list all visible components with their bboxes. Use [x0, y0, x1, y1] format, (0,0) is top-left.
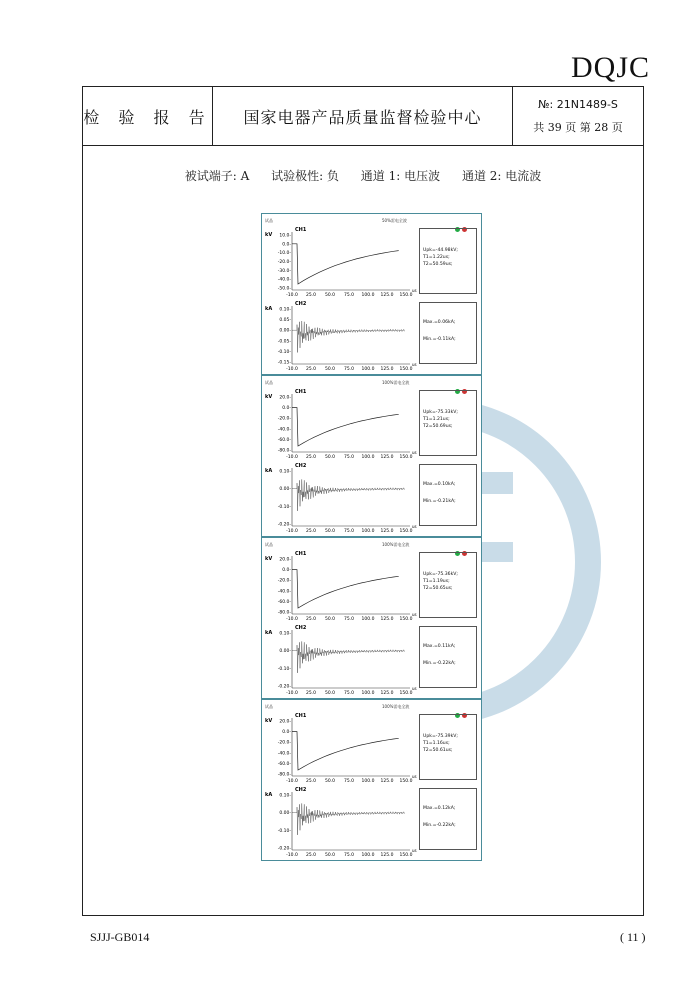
channel2-tag: CH2: [295, 787, 307, 793]
current-measurement-line: Max.=0.12kA;: [423, 806, 456, 811]
report-header: [83, 87, 643, 146]
sample-tag: 试品: [265, 218, 273, 223]
voltage-time-tick: 75.0: [343, 617, 355, 622]
voltage-time-tick: 150.0: [399, 779, 413, 784]
voltage-measurements: [419, 390, 477, 456]
waveform-caption: 100%雷电全波: [382, 704, 410, 709]
channel2-tag: CH2: [295, 463, 307, 469]
oscillogram-2: [261, 375, 482, 537]
oscillogram-3: [261, 537, 482, 699]
terminal-label: 被试端子: A: [184, 169, 250, 183]
current-time-tick: 50.0: [324, 691, 336, 696]
voltage-time-unit: us: [412, 288, 417, 293]
current-measurement-line: Min.=-0.22kA;: [423, 823, 456, 828]
current-time-tick: 75.0: [343, 853, 355, 858]
current-measurements: [419, 626, 477, 688]
current-time-tick: 75.0: [343, 529, 355, 534]
voltage-tick-label: -20.0-: [277, 260, 291, 265]
voltage-unit: kV: [265, 718, 273, 724]
channel2-tag: CH2: [295, 301, 307, 307]
current-time-tick: 100.0: [361, 367, 375, 372]
voltage-time-tick: 50.0: [324, 455, 336, 460]
voltage-measurement-line: Upk=-75.36kV;: [423, 572, 458, 577]
current-measurement-line: Min.=-0.11kA;: [423, 337, 456, 342]
sample-tag: 试品: [265, 704, 273, 709]
voltage-tick-label: 20.0-: [279, 557, 291, 563]
current-time-tick: 125.0: [380, 853, 394, 858]
voltage-time-tick: -10.0: [286, 779, 298, 784]
voltage-tick-label: -80.0-: [277, 772, 291, 778]
voltage-time-tick: 50.0: [324, 293, 336, 298]
channel2-tag: CH2: [295, 625, 307, 631]
brand-mark: DQJC: [570, 51, 650, 84]
voltage-trace: [292, 570, 399, 608]
current-time-tick: 150.0: [399, 691, 413, 696]
current-time-tick: 150.0: [399, 367, 413, 372]
current-time-tick: 125.0: [380, 367, 394, 372]
voltage-tick-label: -80.0-: [277, 610, 291, 616]
voltage-time-tick: 125.0: [380, 455, 394, 460]
voltage-time-tick: -10.0: [286, 455, 298, 460]
voltage-time-tick: 25.0: [305, 293, 317, 298]
current-tick-label: -0.15-: [277, 360, 291, 366]
voltage-measurements: [419, 552, 477, 618]
voltage-time-unit: us: [412, 612, 417, 617]
waveform-caption: 100%雷电全波: [382, 380, 410, 385]
current-tick-label: 0.10-: [279, 631, 291, 637]
voltage-tick-label: -80.0-: [277, 448, 291, 454]
current-time-tick: 150.0: [399, 853, 413, 858]
voltage-time-tick: 25.0: [305, 779, 317, 784]
current-time-tick: 100.0: [361, 529, 375, 534]
current-time-tick: 25.0: [305, 853, 317, 858]
current-tick-label: -0.20-: [277, 522, 291, 528]
voltage-time-tick: 25.0: [305, 455, 317, 460]
current-tick-label: 0.00-: [279, 328, 291, 334]
current-time-tick: 50.0: [324, 529, 336, 534]
current-time-tick: -10.0: [286, 367, 298, 372]
current-unit: kA: [265, 792, 273, 798]
current-tick-label: 0.00-: [279, 811, 291, 817]
voltage-time-tick: 75.0: [343, 779, 355, 784]
current-measurements: [419, 302, 477, 364]
voltage-tick-label: -60.0-: [277, 761, 291, 767]
page-count: 共 39 页 第 28 页: [533, 121, 623, 134]
voltage-time-tick: 100.0: [361, 617, 375, 622]
channel1-tag: CH1: [295, 551, 307, 557]
sample-tag: 试品: [265, 380, 273, 385]
voltage-time-tick: -10.0: [286, 293, 298, 298]
channel1-tag: CH1: [295, 389, 307, 395]
current-time-tick: 25.0: [305, 691, 317, 696]
voltage-time-tick: 100.0: [361, 779, 375, 784]
current-trace: [292, 641, 404, 673]
current-time-unit: us: [412, 362, 417, 367]
voltage-tick-label: -20.0-: [277, 416, 291, 422]
voltage-time-tick: 150.0: [399, 455, 413, 460]
current-tick-label: -0.10-: [277, 504, 291, 510]
current-measurement-line: Max.=0.10kA;: [423, 482, 456, 487]
voltage-tick-label: -60.0-: [277, 599, 291, 605]
voltage-time-tick: 125.0: [380, 293, 394, 298]
voltage-unit: kV: [265, 232, 273, 238]
voltage-trace: [292, 732, 399, 770]
report-number: №: 21N1489-S: [538, 98, 618, 111]
report-title: 检 验 报 告: [83, 87, 213, 145]
voltage-tick-label: -20.0-: [277, 740, 291, 746]
voltage-time-tick: 50.0: [324, 779, 336, 784]
voltage-tick-label: 10.0-: [279, 233, 291, 239]
voltage-time-tick: 150.0: [399, 617, 413, 622]
current-time-tick: -10.0: [286, 853, 298, 858]
current-time-tick: 100.0: [361, 853, 375, 858]
waveform-caption: 50%雷电全波: [382, 218, 407, 223]
voltage-tick-label: -40.0-: [277, 589, 291, 595]
voltage-trace: [292, 408, 399, 446]
organization-name: 国家电器产品质量监督检验中心: [213, 87, 513, 145]
voltage-tick-label: -20.0-: [277, 578, 291, 584]
current-unit: kA: [265, 630, 273, 636]
current-tick-label: 0.10-: [279, 307, 291, 313]
current-time-tick: 25.0: [305, 367, 317, 372]
current-time-tick: 75.0: [343, 691, 355, 696]
current-unit: kA: [265, 306, 273, 312]
channel1-tag: CH1: [295, 713, 307, 719]
current-tick-label: 0.00-: [279, 649, 291, 655]
current-tick-label: 0.10-: [279, 469, 291, 475]
current-tick-label: -0.10-: [277, 349, 291, 355]
voltage-time-tick: 100.0: [361, 455, 375, 460]
voltage-time-tick: 50.0: [324, 617, 336, 622]
voltage-tick-label: 0.0-: [282, 568, 291, 574]
voltage-time-tick: 150.0: [399, 293, 413, 298]
voltage-measurement-line: T2=50.65us;: [423, 586, 453, 591]
current-tick-label: -0.10-: [277, 666, 291, 672]
voltage-time-tick: 125.0: [380, 779, 394, 784]
current-time-tick: 100.0: [361, 691, 375, 696]
voltage-time-unit: us: [412, 450, 417, 455]
current-measurement-line: Min.=-0.21kA;: [423, 499, 456, 504]
report-frame: [82, 86, 644, 916]
current-time-tick: 75.0: [343, 367, 355, 372]
voltage-measurement-line: Upk=-75.39kV;: [423, 734, 458, 739]
current-time-tick: 25.0: [305, 529, 317, 534]
voltage-time-tick: 25.0: [305, 617, 317, 622]
current-trace: [292, 803, 404, 835]
voltage-unit: kV: [265, 556, 273, 562]
current-time-tick: -10.0: [286, 529, 298, 534]
voltage-measurement-line: Upk=-44.98kV;: [423, 248, 458, 253]
voltage-unit: kV: [265, 394, 273, 400]
voltage-time-tick: -10.0: [286, 617, 298, 622]
voltage-tick-label: 20.0-: [279, 395, 291, 401]
oscillogram-4: [261, 699, 482, 861]
current-time-tick: -10.0: [286, 691, 298, 696]
sample-tag: 试品: [265, 542, 273, 547]
current-tick-label: -0.20-: [277, 846, 291, 852]
voltage-tick-label: 0.0-: [282, 406, 291, 412]
voltage-measurements: [419, 714, 477, 780]
current-time-unit: us: [412, 848, 417, 853]
current-time-unit: us: [412, 524, 417, 529]
current-time-tick: 125.0: [380, 529, 394, 534]
report-number-cell: [513, 87, 643, 145]
current-time-unit: us: [412, 686, 417, 691]
voltage-tick-label: 0.0-: [282, 242, 291, 248]
voltage-measurement-line: T2=50.59us;: [423, 262, 453, 267]
voltage-time-tick: 100.0: [361, 293, 375, 298]
current-time-tick: 50.0: [324, 367, 336, 372]
current-measurement-line: Max.=0.06kA;: [423, 320, 456, 325]
current-tick-label: -0.10-: [277, 828, 291, 834]
current-measurement-line: Min.=-0.22kA;: [423, 661, 456, 666]
voltage-time-tick: 75.0: [343, 455, 355, 460]
polarity-label: 试验极性: 负: [271, 169, 339, 183]
voltage-measurement-line: T2=50.61us;: [423, 748, 453, 753]
current-unit: kA: [265, 468, 273, 474]
current-tick-label: -0.05-: [277, 339, 291, 345]
form-code: SJJJ-GB014: [90, 930, 150, 944]
voltage-tick-label: 20.0-: [279, 719, 291, 725]
voltage-tick-label: -40.0-: [277, 277, 291, 283]
voltage-tick-label: -10.0-: [277, 251, 291, 257]
current-measurements: [419, 788, 477, 850]
voltage-tick-label: -40.0-: [277, 427, 291, 433]
voltage-measurement-line: T1=1.21us;: [423, 417, 450, 422]
current-trace: [292, 479, 404, 511]
current-time-tick: 150.0: [399, 529, 413, 534]
voltage-measurement-line: T1=1.16us;: [423, 741, 450, 746]
current-time-tick: 125.0: [380, 691, 394, 696]
channel2-label: 通道 2: 电流波: [461, 169, 542, 183]
current-measurement-line: Max.=0.11kA;: [423, 644, 456, 649]
voltage-time-tick: 125.0: [380, 617, 394, 622]
current-tick-label: -0.20-: [277, 684, 291, 690]
voltage-time-unit: us: [412, 774, 417, 779]
voltage-measurement-line: T1=1.19us;: [423, 579, 450, 584]
voltage-tick-label: -40.0-: [277, 751, 291, 757]
voltage-time-tick: 75.0: [343, 293, 355, 298]
voltage-tick-label: -60.0-: [277, 437, 291, 443]
voltage-measurement-line: T2=50.69us;: [423, 424, 453, 429]
current-time-tick: 50.0: [324, 853, 336, 858]
footer-page-number: ( 11 ): [620, 930, 646, 944]
current-tick-label: 0.05-: [279, 318, 291, 324]
voltage-tick-label: 0.0-: [282, 730, 291, 736]
current-tick-label: 0.10-: [279, 793, 291, 799]
channel1-tag: CH1: [295, 227, 307, 233]
voltage-measurements: [419, 228, 477, 294]
oscillogram-1: [261, 213, 482, 375]
voltage-measurement-line: T1=1.22us;: [423, 255, 450, 260]
voltage-measurement-line: Upk=-75.33kV;: [423, 410, 458, 415]
voltage-tick-label: -50.0-: [277, 286, 291, 292]
current-trace: [292, 321, 404, 353]
voltage-tick-label: -30.0-: [277, 268, 291, 274]
voltage-trace: [292, 244, 399, 284]
current-tick-label: 0.00-: [279, 487, 291, 493]
current-measurements: [419, 464, 477, 526]
test-conditions: [83, 167, 643, 184]
waveform-caption: 100%雷电全波: [382, 542, 410, 547]
channel1-label: 通道 1: 电压波: [360, 169, 441, 183]
